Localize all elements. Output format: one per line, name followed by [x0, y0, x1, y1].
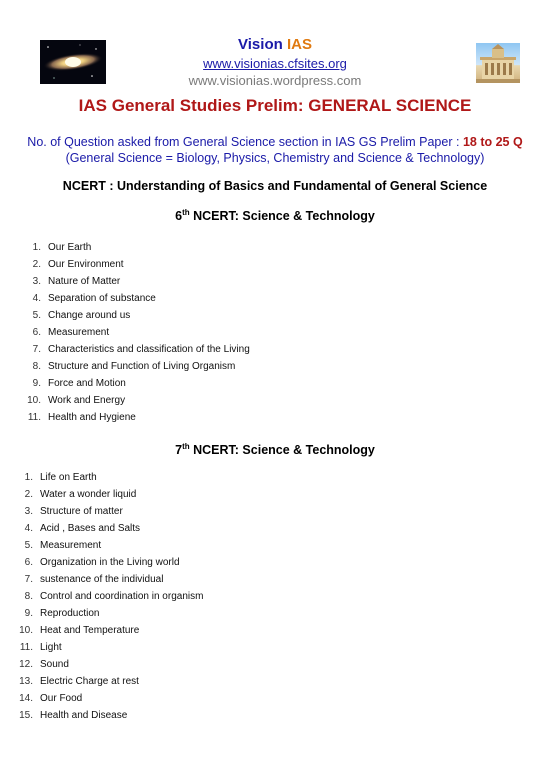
list-item-number: 13.: [19, 676, 33, 687]
list-item: [32, 324, 250, 341]
list-item-number: 15.: [19, 710, 33, 721]
list-item-text: Health and Disease: [40, 710, 128, 721]
list-item-text: Light: [40, 642, 62, 653]
list-item-number: 8.: [24, 591, 33, 602]
question-info-line: [0, 134, 550, 150]
list-item-text: Organization in the Living world: [40, 557, 180, 568]
list-item-number: 7.: [24, 574, 33, 585]
list-item-number: 14.: [19, 693, 33, 704]
list-item-text: Our Environment: [48, 259, 124, 270]
list-item-text: Change around us: [48, 310, 131, 321]
list-item: [24, 571, 203, 588]
page-title: IAS General Studies Prelim: GENERAL SCIENCE: [78, 96, 472, 115]
list-item-text: Characteristics and classification of the Living: [48, 344, 250, 355]
ncert-heading: NCERT : Understanding of Basics and Fundamental of General Science: [62, 179, 488, 193]
list-item-number: 9.: [32, 378, 41, 389]
list-item-number: 3.: [24, 506, 33, 517]
list-item-number: 11.: [27, 412, 41, 423]
list-item: [32, 290, 250, 307]
list-item: [24, 554, 203, 571]
brand-name: [0, 36, 550, 54]
list-item: [32, 307, 250, 324]
list-item-text: Nature of Matter: [48, 276, 121, 287]
list-item-number: 2.: [24, 489, 33, 500]
grade-number: 6: [175, 209, 183, 223]
list-item: [32, 341, 250, 358]
grade-suffix: th: [182, 441, 190, 451]
list-item-number: 2.: [32, 259, 41, 270]
list-item-number: 5.: [24, 540, 33, 551]
question-count: 18 to 25 Q: [462, 135, 523, 149]
list-item: [19, 690, 203, 707]
list-item-text: Our Earth: [48, 242, 92, 253]
topic-list-7th: [19, 469, 204, 724]
list-item-text: Force and Motion: [48, 378, 126, 389]
list-item-number: 1.: [32, 242, 41, 253]
list-item-number: 4.: [24, 523, 33, 534]
list-item-text: Electric Charge at rest: [40, 676, 139, 687]
website-link-secondary: www.visionias.wordpress.com: [188, 73, 362, 88]
list-item: [32, 375, 250, 392]
list-item-number: 1.: [24, 472, 33, 483]
list-item-number: 6.: [32, 327, 41, 338]
section-title: NCERT: Science & Technology: [193, 209, 375, 223]
list-item-text: Measurement: [48, 327, 110, 338]
list-item-number: 10.: [27, 395, 41, 406]
list-item-text: Our Food: [40, 693, 83, 704]
list-item: [24, 537, 203, 554]
list-item: [24, 588, 204, 605]
list-item-text: Acid , Bases and Salts: [40, 523, 141, 534]
section-title: NCERT: Science & Technology: [193, 443, 375, 457]
grade-suffix: th: [182, 207, 190, 217]
list-item: [24, 503, 203, 520]
website-link-primary[interactable]: www.visionias.cfsites.org: [203, 56, 347, 71]
list-item-text: sustenance of the individual: [40, 574, 164, 585]
list-item-text: Sound: [40, 659, 69, 670]
list-item-number: 5.: [32, 310, 41, 321]
list-item-text: Control and coordination in organism: [40, 591, 204, 602]
list-item-text: Separation of substance: [48, 293, 156, 304]
list-item-number: 10.: [19, 625, 33, 636]
list-item-number: 3.: [32, 276, 41, 287]
list-item: [24, 469, 203, 486]
list-item-text: Measurement: [40, 540, 102, 551]
list-item: [27, 409, 250, 426]
brand-ias: IAS: [286, 36, 312, 53]
list-item-number: 4.: [32, 293, 41, 304]
list-item: [24, 605, 203, 622]
section-heading-6th: [0, 208, 550, 224]
question-info-text: No. of Question asked from General Science section in IAS GS Prelim Paper :: [27, 135, 460, 149]
subject-definition: (General Science = Biology, Physics, Chemistry and Science & Technology): [65, 151, 485, 165]
list-item-number: 11.: [19, 642, 33, 653]
list-item: [24, 486, 203, 503]
list-item: [32, 273, 250, 290]
list-item-number: 12.: [19, 659, 33, 670]
topic-list-6th: [27, 239, 250, 426]
list-item-text: Heat and Temperature: [40, 625, 140, 636]
brand-vision: Vision: [238, 36, 283, 53]
list-item: [19, 639, 203, 656]
list-item-text: Life on Earth: [40, 472, 97, 483]
list-item: [19, 673, 203, 690]
list-item: [32, 358, 250, 375]
list-item-text: Structure and Function of Living Organism: [48, 361, 236, 372]
list-item-number: 9.: [24, 608, 33, 619]
list-item-text: Health and Hygiene: [48, 412, 136, 423]
section-heading-7th: [0, 442, 550, 458]
list-item: [19, 656, 203, 673]
grade-number: 7: [175, 443, 183, 457]
list-item-text: Reproduction: [40, 608, 100, 619]
list-item-number: 8.: [32, 361, 41, 372]
list-item: [19, 707, 203, 724]
list-item: [32, 239, 250, 256]
list-item: [24, 520, 203, 537]
list-item: [27, 392, 250, 409]
list-item-number: 6.: [24, 557, 33, 568]
list-item-text: Water a wonder liquid: [40, 489, 137, 500]
list-item: [32, 256, 250, 273]
list-item-text: Work and Energy: [48, 395, 126, 406]
list-item-number: 7.: [32, 344, 41, 355]
list-item-text: Structure of matter: [40, 506, 123, 517]
list-item: [19, 622, 203, 639]
